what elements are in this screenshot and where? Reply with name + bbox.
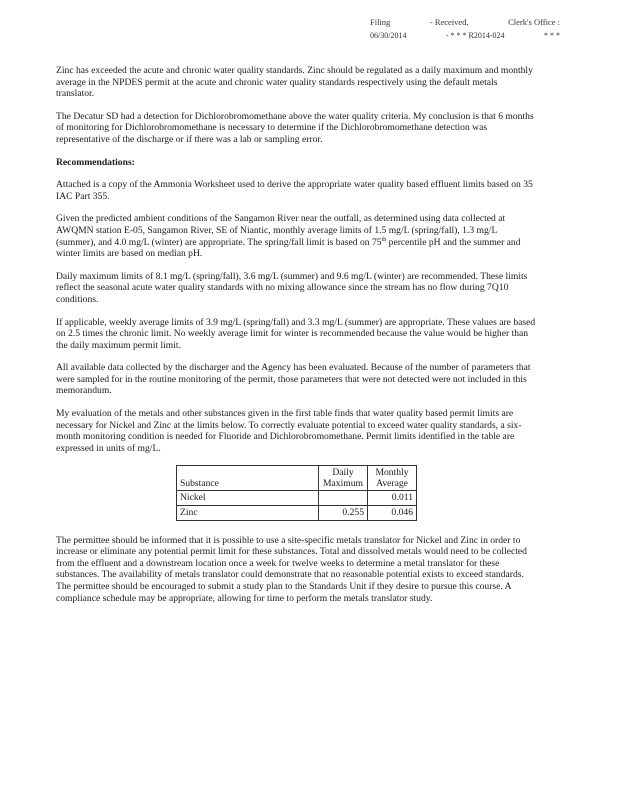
ambient-paragraph bbox=[56, 213, 536, 259]
ambient-sup: th bbox=[381, 236, 387, 243]
table-row bbox=[177, 506, 417, 521]
filing-stamp bbox=[370, 16, 560, 42]
recommendations-heading: Recommendations: bbox=[56, 156, 135, 168]
stamp-filing: Filing bbox=[370, 17, 391, 27]
stamp-date: 06/30/2014 bbox=[370, 31, 407, 40]
cell-monthly: 0.011 bbox=[368, 491, 417, 506]
stamp-stars: * * * bbox=[544, 31, 560, 40]
cell-monthly: 0.046 bbox=[368, 506, 417, 521]
cell-substance: Nickel bbox=[177, 491, 319, 506]
translator-paragraph: The permittee should be informed that it is possible to use a site-specific metals translator for Nickel and Zinc in order to increase or eliminate any potential permit limit for these substances. Total and dissolved metals would need to be collected from the effluent and a downstream location once a week for twelve weeks to determine a metal translator for these substances. The availability of metals translator could demonstrate that no reasonable potential exists to exceed standards. The permittee should be encouraged to submit a study plan to the Standards Unit if they desire to pursue this course. A compliance schedule may be appropriate, allowing for time to perform the metals translator study. bbox=[56, 534, 527, 604]
weekly-avg-paragraph: If applicable, weekly average limits of 3.9 mg/L (spring/fall) and 3.3 mg/L (summer) are appropriate. These values are based on 2.5 times the chronic limit. No weekly average limit for winter is recommended because the value would be higher than the daily maximum permit limit. bbox=[56, 316, 536, 351]
ambient-text-a: Given the predicted ambient conditions of the Sangamon River near the outfall, as determined using data collected at AWQMN station E-05, Sangamon River, SE of Niantic, monthly average limits of 1.5 mg/L (spring/fall), 1.3 mg/L (summer), and 4.0 mg/L (winter) are appropriate. The spring/fall limit is based on 75 bbox=[56, 213, 506, 248]
stamp-received: - Received, bbox=[429, 17, 469, 27]
cell-substance: Zinc bbox=[177, 506, 319, 521]
memo-body bbox=[56, 65, 536, 615]
header-substance: Substance bbox=[177, 466, 319, 491]
cell-daily bbox=[319, 491, 368, 506]
metals-evaluation-paragraph: My evaluation of the metals and other substances given in the first table finds that water quality based permit limits are necessary for Nickel and Zinc at the limits below. To correctly evaluate potential to exceed water quality standards, a six-month monitoring condition is needed for Fluoride and Dichlorobromomethane. Permit limits identified in the table are expressed in units of mg/L. bbox=[56, 408, 522, 454]
stamp-doc-id: - * * * R2014-024 bbox=[445, 31, 505, 40]
decatur-paragraph: The Decatur SD had a detection for Dichlorobromomethane above the water quality criteria. My conclusion is that 6 months of monitoring for Dichlorobromomethane is necessary to determine if the Dichlorobromomethane detection was representative of the discharge or if there was a lab or sampling error. bbox=[56, 110, 534, 145]
daily-max-paragraph: Daily maximum limits of 8.1 mg/L (spring/fall), 3.6 mg/L (summer) and 9.6 mg/L (winter) are recommended. These limits reflect the seasonal acute water quality standards with no mixing allowance since the stream has no flow during 7Q10 conditions. bbox=[56, 270, 528, 305]
data-evaluated-paragraph: All available data collected by the discharger and the Agency has been evaluated. Because of the number of parameters that were sampled for in the routine monitoring of the permit, those parameters that were not detected were not included in this memorandum. bbox=[56, 362, 531, 397]
table-header-row bbox=[177, 466, 417, 491]
ammonia-paragraph: Attached is a copy of the Ammonia Worksheet used to derive the appropriate water quality based effluent limits based on 35 IAC Part 355. bbox=[56, 179, 533, 202]
ambient-text-b: percentile pH and the summer and winter limits are based on median pH. bbox=[56, 236, 521, 260]
cell-daily: 0.255 bbox=[319, 506, 368, 521]
stamp-clerks-office: Clerk's Office : bbox=[508, 17, 560, 27]
zinc-paragraph: Zinc has exceeded the acute and chronic water quality standards. Zinc should be regulated as a daily maximum and monthly average in the NPDES permit at the acute and chronic water quality standards respectively using the default metals translator. bbox=[56, 65, 533, 100]
table-row bbox=[177, 491, 417, 506]
header-daily-max: Daily Maximum bbox=[319, 466, 368, 491]
limits-table bbox=[176, 465, 417, 520]
header-monthly-avg: Monthly Average bbox=[368, 466, 417, 491]
